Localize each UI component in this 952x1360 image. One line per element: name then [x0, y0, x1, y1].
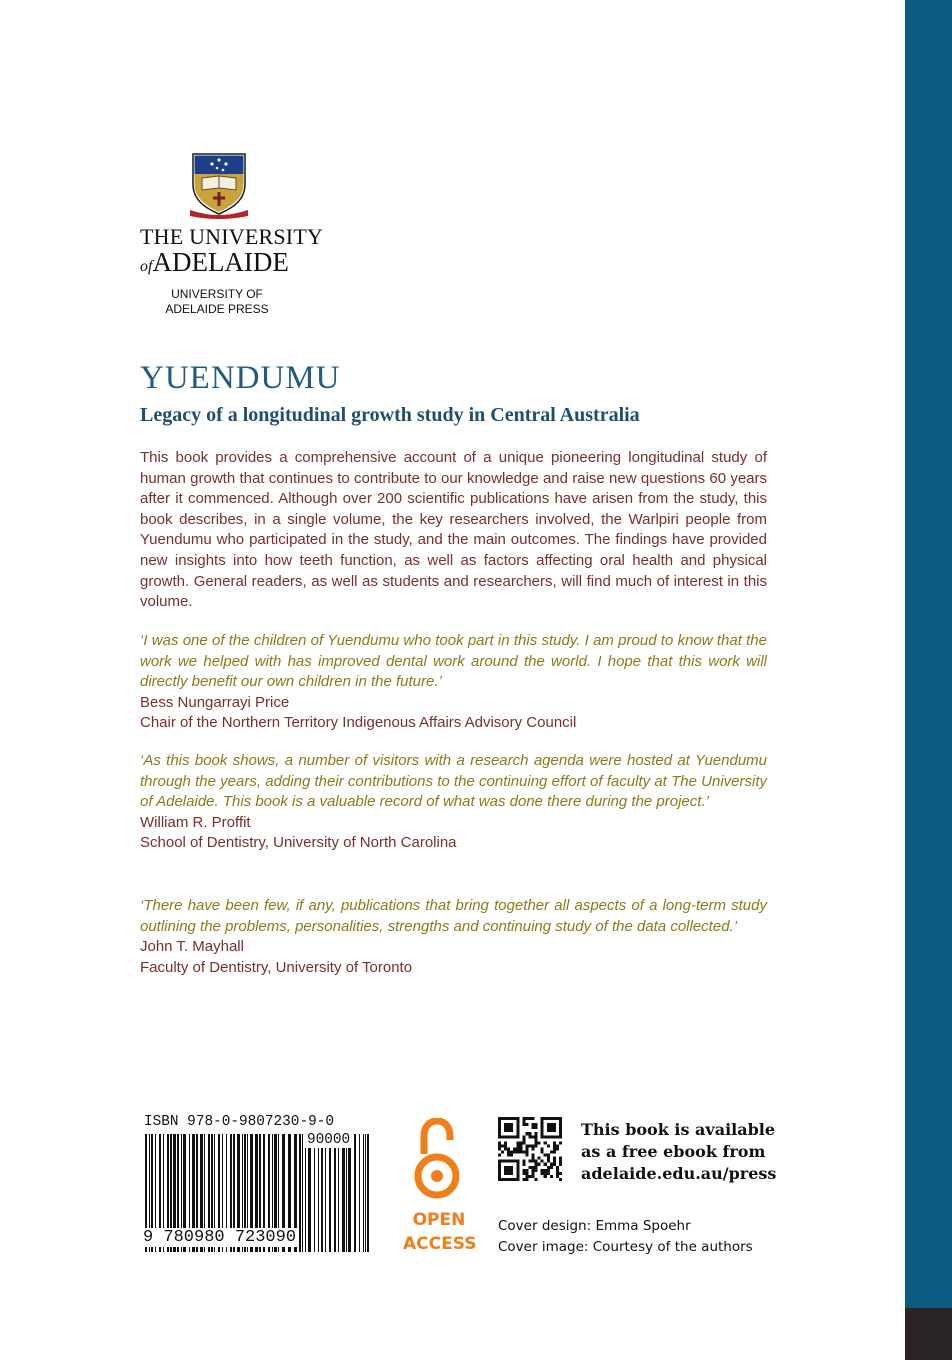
qr-module	[547, 1172, 550, 1175]
qr-module	[504, 1144, 507, 1147]
qr-module	[513, 1147, 516, 1150]
qr-module	[559, 1178, 562, 1181]
isbn-label: ISBN 978-0-9807230-9-0	[144, 1114, 334, 1130]
qr-module	[501, 1144, 504, 1147]
qr-module	[541, 1172, 544, 1175]
qr-module	[544, 1163, 547, 1166]
qr-module	[535, 1163, 538, 1166]
qr-module	[547, 1144, 550, 1147]
qr-module	[498, 1141, 501, 1144]
isbn-barcode	[141, 1114, 377, 1252]
qr-module	[532, 1123, 535, 1126]
qr-module	[541, 1151, 544, 1154]
qr-module	[525, 1144, 528, 1147]
qr-module	[532, 1135, 535, 1138]
qr-module	[547, 1123, 556, 1132]
qr-module	[528, 1132, 531, 1135]
barcode-digits: 9 780980 723090	[141, 1228, 299, 1247]
qr-module	[535, 1166, 538, 1169]
barcode-bar	[342, 1134, 345, 1252]
quote-author-role: School of Dentistry, University of North Carolina	[140, 834, 457, 852]
qr-module	[532, 1160, 535, 1163]
qr-module	[522, 1163, 525, 1166]
barcode-bar	[354, 1134, 356, 1252]
open-access-icon	[413, 1118, 461, 1202]
qr-module	[507, 1151, 510, 1154]
qr-module	[522, 1135, 525, 1138]
qr-module	[519, 1144, 522, 1147]
qr-module	[553, 1144, 556, 1147]
press-name-line1: UNIVERSITY OF	[171, 287, 263, 301]
qr-module	[504, 1147, 507, 1150]
quote-author: William R. Proffit	[140, 813, 251, 831]
qr-module	[556, 1169, 559, 1172]
open-access-line1: OPEN	[412, 1210, 466, 1230]
cover-image-credit: Cover image: Courtesy of the authors	[498, 1238, 753, 1255]
qr-module	[544, 1172, 547, 1175]
qr-module	[544, 1169, 547, 1172]
qr-module	[532, 1126, 535, 1129]
qr-module	[522, 1160, 525, 1163]
qr-module	[501, 1151, 504, 1154]
qr-module	[519, 1141, 522, 1144]
qr-module	[525, 1151, 528, 1154]
qr-module	[532, 1117, 535, 1120]
cover-design-credit: Cover design: Emma Spoehr	[498, 1218, 691, 1234]
qr-module	[538, 1141, 541, 1144]
qr-module	[519, 1151, 522, 1154]
barcode-bar	[367, 1134, 369, 1252]
qr-module	[541, 1160, 544, 1163]
qr-module	[522, 1169, 525, 1172]
quote-author: John T. Mayhall	[140, 938, 244, 956]
qr-module	[556, 1166, 559, 1169]
qr-module	[528, 1144, 531, 1147]
qr-module	[556, 1172, 559, 1175]
qr-module	[525, 1169, 528, 1172]
qr-module	[538, 1163, 541, 1166]
qr-module	[532, 1147, 535, 1150]
qr-module	[535, 1160, 538, 1163]
qr-module	[525, 1154, 528, 1157]
qr-module	[559, 1157, 562, 1160]
barcode-bar	[365, 1134, 366, 1252]
qr-module	[535, 1178, 538, 1181]
book-title: YUENDUMU	[140, 360, 341, 396]
qr-module	[516, 1151, 519, 1154]
qr-module	[522, 1123, 525, 1126]
qr-module	[553, 1163, 556, 1166]
barcode-bar	[348, 1134, 351, 1252]
qr-module	[525, 1117, 528, 1120]
qr-module	[535, 1138, 538, 1141]
barcode-bar	[302, 1134, 303, 1252]
barcode-bar	[338, 1134, 339, 1252]
qr-module	[541, 1147, 544, 1150]
qr-module	[525, 1147, 528, 1150]
university-name-line2	[140, 247, 300, 278]
barcode-bar	[325, 1134, 326, 1252]
qr-module	[532, 1166, 535, 1169]
ebook-line1: This book is available	[581, 1120, 776, 1139]
qr-module	[522, 1151, 525, 1154]
press-name	[165, 287, 269, 317]
qr-module	[547, 1154, 550, 1157]
quote-author-role: Faculty of Dentistry, University of Toronto	[140, 958, 413, 976]
barcode-bar	[308, 1134, 311, 1252]
qr-module	[522, 1172, 525, 1175]
qr-module	[559, 1172, 562, 1175]
qr-module	[525, 1123, 528, 1126]
endorsement-quote	[140, 631, 767, 734]
qr-module	[528, 1166, 531, 1169]
book-blurb: This book provides a comprehensive account of a unique pioneering longitudinal study of human growth that continues to contribute to our knowledge and raise new questions 60 years after it commenced. Although over 200 scientific publications have arisen from the study, this book describes, in a single volume, the key researchers involved, the Warlpiri people from Yuendumu who participated in the study, and the main outcomes. The findings have provided new insights into how teeth function, as well as factors affecting oral health and physical growth. General readers, as well as students and researchers, will find much of interest in this volume.	[140, 449, 767, 611]
qr-module	[544, 1154, 547, 1157]
qr-module	[556, 1147, 559, 1150]
qr-module	[532, 1157, 535, 1160]
qr-module	[522, 1117, 525, 1120]
qr-module	[522, 1120, 525, 1123]
qr-module	[544, 1175, 547, 1178]
qr-module	[544, 1141, 547, 1144]
qr-module	[550, 1175, 553, 1178]
open-access-line2: ACCESS	[403, 1234, 477, 1254]
qr-module	[525, 1132, 528, 1135]
qr-module	[553, 1160, 556, 1163]
qr-module	[553, 1157, 556, 1160]
qr-module	[532, 1172, 535, 1175]
barcode-bar	[314, 1134, 315, 1252]
qr-module	[510, 1154, 513, 1157]
qr-module	[513, 1151, 516, 1154]
qr-module	[550, 1166, 553, 1169]
quote-author-role: Chair of the Northern Territory Indigenous Affairs Advisory Council	[140, 714, 577, 732]
qr-module	[556, 1144, 559, 1147]
endorsement-quote	[140, 751, 767, 854]
qr-module	[525, 1172, 528, 1175]
qr-module	[516, 1141, 519, 1144]
spine-band	[905, 0, 952, 1308]
qr-module	[522, 1178, 525, 1181]
open-access-badge	[403, 1118, 477, 1254]
qr-module	[535, 1144, 538, 1147]
price-code: 90000	[307, 1132, 351, 1148]
barcode-bar	[359, 1134, 360, 1252]
qr-module	[559, 1163, 562, 1166]
barcode-bar	[299, 1134, 301, 1252]
qr-module	[553, 1141, 556, 1144]
ebook-notice	[581, 1119, 776, 1185]
barcode-bar	[346, 1134, 347, 1252]
quote-text: ‘As this book shows, a number of visitors with a research agenda were hosted at Yuendumu through the years, adding their contributions to the continuing effort of faculty at The University of Adelaide. This book is a valuable record of what was done there during the project.’	[140, 752, 767, 811]
qr-module	[522, 1138, 525, 1141]
university-name-adelaide: ADELAIDE	[152, 247, 289, 277]
qr-module	[559, 1141, 562, 1144]
qr-code[interactable]	[498, 1117, 562, 1181]
qr-module	[532, 1175, 535, 1178]
qr-module	[547, 1157, 550, 1160]
cover-credits	[498, 1216, 753, 1257]
qr-module	[535, 1141, 538, 1144]
qr-module	[522, 1141, 525, 1144]
qr-module	[525, 1175, 528, 1178]
motto-scroll	[188, 208, 250, 220]
qr-module	[516, 1144, 519, 1147]
qr-module	[516, 1147, 519, 1150]
university-name-of: of	[140, 258, 153, 275]
qr-module	[498, 1144, 501, 1147]
qr-module	[535, 1132, 538, 1135]
qr-module	[550, 1163, 553, 1166]
qr-module	[498, 1147, 501, 1150]
spine-foot	[905, 1308, 952, 1360]
qr-module	[535, 1126, 538, 1129]
barcode-bar	[329, 1134, 331, 1252]
qr-module	[547, 1160, 550, 1163]
qr-module	[541, 1169, 544, 1172]
qr-module	[532, 1169, 535, 1172]
university-name-line1: THE UNIVERSITY	[140, 224, 324, 249]
qr-module	[535, 1123, 538, 1126]
qr-module	[547, 1169, 550, 1172]
qr-module	[510, 1151, 513, 1154]
qr-module	[528, 1135, 531, 1138]
qr-module	[498, 1154, 501, 1157]
barcode-bar	[363, 1134, 364, 1252]
qr-module	[532, 1154, 535, 1157]
book-subtitle: Legacy of a longitudinal growth study in Central Australia	[140, 404, 640, 426]
qr-module	[553, 1147, 556, 1150]
barcode-bar	[305, 1134, 306, 1252]
quote-text: ‘There have been few, if any, publications that bring together all aspects of a long-term study outlining the problems, personalities, strengths and continuing study of the data collected.’	[140, 897, 767, 935]
qr-module	[532, 1144, 535, 1147]
qr-module	[528, 1117, 531, 1120]
qr-module	[547, 1166, 550, 1169]
endorsement-quote	[140, 896, 767, 978]
qr-module	[559, 1160, 562, 1163]
barcode-bar	[334, 1134, 336, 1252]
press-name-line2: ADELAIDE PRESS	[165, 302, 269, 316]
ebook-line2: as a free ebook from	[581, 1142, 766, 1161]
qr-module	[504, 1141, 507, 1144]
qr-module	[528, 1160, 531, 1163]
qr-module	[507, 1147, 510, 1150]
barcode-bar	[318, 1134, 319, 1252]
qr-module	[535, 1169, 538, 1172]
qr-module	[538, 1157, 541, 1160]
qr-module	[528, 1175, 531, 1178]
qr-module	[507, 1154, 510, 1157]
qr-module	[504, 1166, 513, 1175]
qr-module	[550, 1151, 553, 1154]
ebook-url[interactable]: adelaide.edu.au/press	[581, 1164, 777, 1183]
qr-module	[553, 1151, 556, 1154]
qr-module	[556, 1175, 559, 1178]
qr-module	[519, 1147, 522, 1150]
barcode-bar	[321, 1134, 323, 1252]
qr-module	[525, 1178, 528, 1181]
quote-author: Bess Nungarrayi Price	[140, 693, 290, 711]
qr-module	[535, 1135, 538, 1138]
qr-module	[504, 1123, 513, 1132]
quote-text: ‘I was one of the children of Yuendumu who took part in this study. I am proud to know that the work we helped with has improved dental work around the world. I hope that this work will directly benefit our own children in the future.’	[140, 632, 767, 691]
